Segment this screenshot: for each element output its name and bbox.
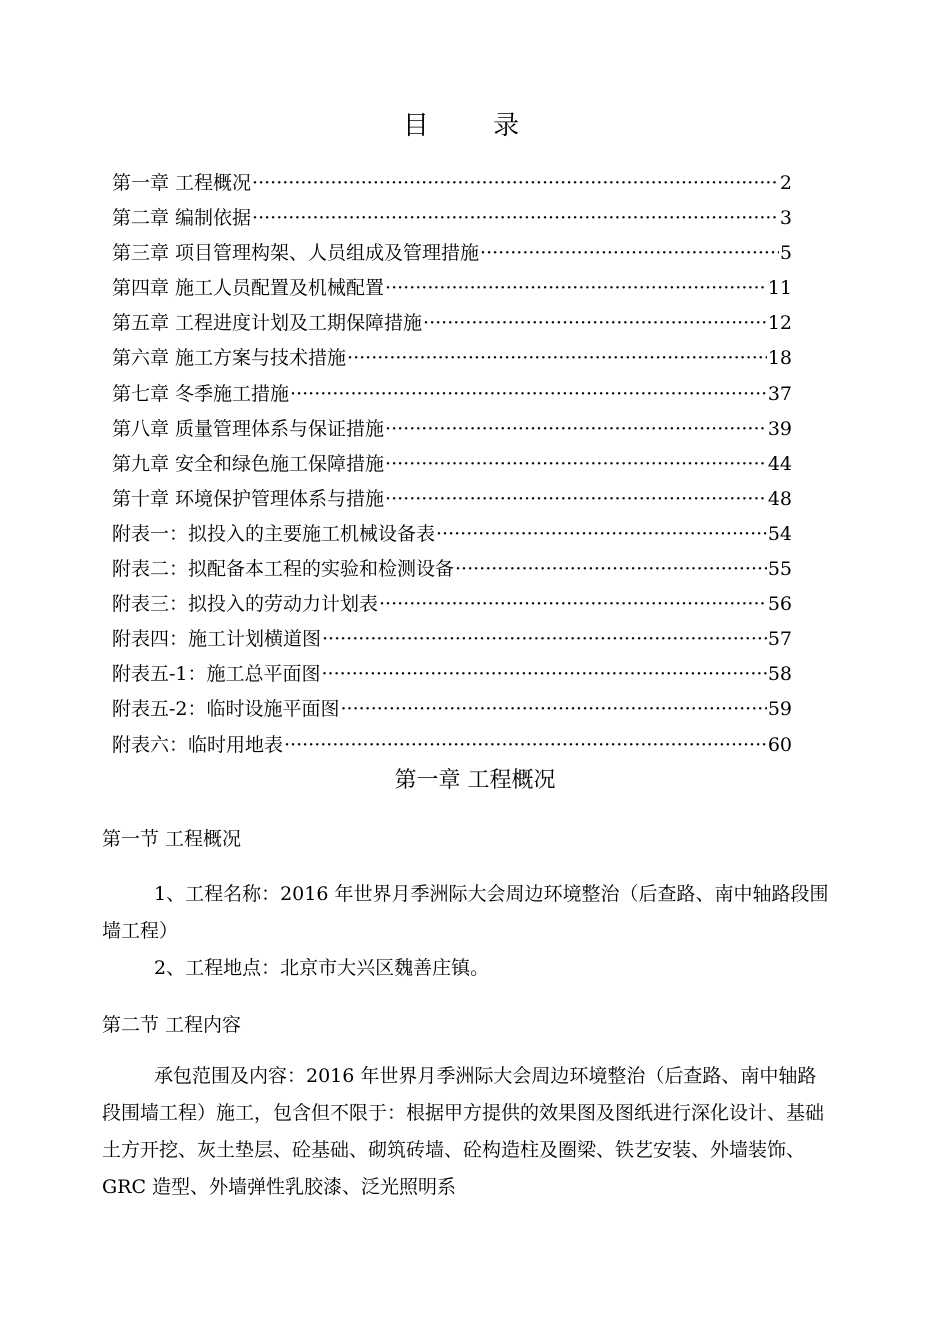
toc-entry-page: 48 — [767, 487, 792, 510]
toc-entry-label: 第十章 环境保护管理体系与措施 — [112, 487, 385, 510]
toc-entry-label: 附表五-2：临时设施平面图 — [112, 698, 340, 721]
toc-entry[interactable] — [112, 238, 792, 273]
toc-entry-page: 57 — [767, 628, 792, 651]
toc-entry[interactable] — [112, 694, 792, 729]
toc-entry-label: 第五章 工程进度计划及工期保障措施 — [112, 312, 423, 335]
toc-leader-dots — [423, 312, 767, 334]
toc-entry[interactable] — [112, 343, 792, 378]
toc-leader-dots — [322, 628, 767, 650]
toc-entry[interactable] — [112, 449, 792, 484]
toc-leader-dots — [385, 488, 767, 510]
toc-leader-dots — [347, 347, 767, 369]
toc-entry-label: 第九章 安全和绿色施工保障措施 — [112, 452, 385, 475]
toc-leader-dots — [379, 593, 767, 615]
toc-entry-page: 39 — [767, 417, 792, 440]
toc-leader-dots — [341, 698, 767, 720]
toc-entry-page: 12 — [767, 312, 792, 335]
toc-leader-dots — [480, 242, 779, 264]
toc-entry-page: 44 — [767, 452, 792, 475]
toc-entry-page: 18 — [767, 347, 792, 370]
toc-entry-page: 37 — [767, 382, 792, 405]
toc-entry-page: 55 — [767, 558, 792, 581]
toc-entry[interactable] — [112, 624, 792, 659]
toc-entry-label: 第七章 冬季施工措施 — [112, 382, 290, 405]
toc-leader-dots — [436, 523, 767, 545]
paragraph-scope: 承包范围及内容：2016 年世界月季洲际大会周边环境整治（后查路、南中轴路段围墙工程）施工，包含但不限于：根据甲方提供的效果图及图纸进行深化设计、基础土方开挖、灰土垫层、砼基础、砌筑砖墙、砼构造柱及圈梁、铁艺安装、外墙装饰、GRC 造型、外墙弹性乳胶漆、泛光照明系 — [102, 1065, 825, 1198]
toc-entry-page: 56 — [767, 593, 792, 616]
toc-entry[interactable] — [112, 554, 792, 589]
paragraph-project-location: 2、工程地点：北京市大兴区魏善庄镇。 — [154, 957, 490, 979]
toc-entry-page: 11 — [767, 277, 792, 300]
toc-entry-page: 2 — [779, 172, 792, 194]
toc-entry-label: 第三章 项目管理构架、人员组成及管理措施 — [112, 242, 480, 265]
toc-entry-label: 第一章 工程概况 — [112, 172, 252, 194]
toc-entry-label: 第二章 编制依据 — [112, 207, 252, 230]
toc-entry-page: 60 — [767, 733, 792, 756]
toc-entry-page: 54 — [767, 522, 792, 545]
toc-entry-label: 附表一：拟投入的主要施工机械设备表 — [112, 522, 436, 545]
toc-leader-dots — [252, 207, 779, 229]
toc-title: 目 录 — [402, 111, 548, 141]
toc-entry[interactable] — [112, 730, 792, 765]
toc-entry[interactable] — [112, 519, 792, 554]
chapter-title: 第一章 工程概况 — [394, 768, 556, 793]
toc-entry-label: 附表二：拟配备本工程的实验和检测设备 — [112, 558, 455, 581]
table-of-contents — [112, 168, 792, 765]
toc-leader-dots — [252, 172, 779, 194]
toc-entry-label: 附表六：临时用地表 — [112, 733, 284, 756]
toc-entry-label: 附表五-1：施工总平面图 — [112, 663, 321, 686]
toc-entry[interactable] — [112, 589, 792, 624]
toc-entry[interactable] — [112, 203, 792, 238]
toc-leader-dots — [322, 663, 767, 685]
toc-entry[interactable] — [112, 273, 792, 308]
toc-entry[interactable] — [112, 379, 792, 414]
section-heading-2: 第二节 工程内容 — [102, 1014, 242, 1036]
toc-leader-dots — [284, 734, 767, 756]
toc-entry[interactable] — [112, 414, 792, 449]
toc-entry-label: 第四章 施工人员配置及机械配置 — [112, 277, 385, 300]
toc-leader-dots — [455, 558, 767, 580]
toc-entry-page: 58 — [767, 663, 792, 686]
toc-entry-page: 3 — [779, 207, 792, 230]
section-heading-1: 第一节 工程概况 — [102, 828, 242, 850]
toc-leader-dots — [385, 277, 767, 299]
toc-entry[interactable] — [112, 484, 792, 519]
toc-entry[interactable] — [112, 168, 792, 203]
paragraph-project-name: 1、工程名称：2016 年世界月季洲际大会周边环境整治（后查路、南中轴路段围墙工程） — [102, 883, 829, 942]
toc-entry-label: 第八章 质量管理体系与保证措施 — [112, 417, 385, 440]
toc-leader-dots — [385, 453, 767, 475]
toc-entry-label: 附表三：拟投入的劳动力计划表 — [112, 593, 379, 616]
toc-leader-dots — [385, 418, 767, 440]
toc-entry[interactable] — [112, 308, 792, 343]
toc-entry-page: 5 — [779, 242, 792, 265]
toc-entry[interactable] — [112, 659, 792, 694]
toc-entry-label: 第六章 施工方案与技术措施 — [112, 347, 347, 370]
toc-leader-dots — [290, 383, 767, 405]
toc-entry-page: 59 — [767, 698, 792, 721]
toc-entry-label: 附表四：施工计划横道图 — [112, 628, 322, 651]
